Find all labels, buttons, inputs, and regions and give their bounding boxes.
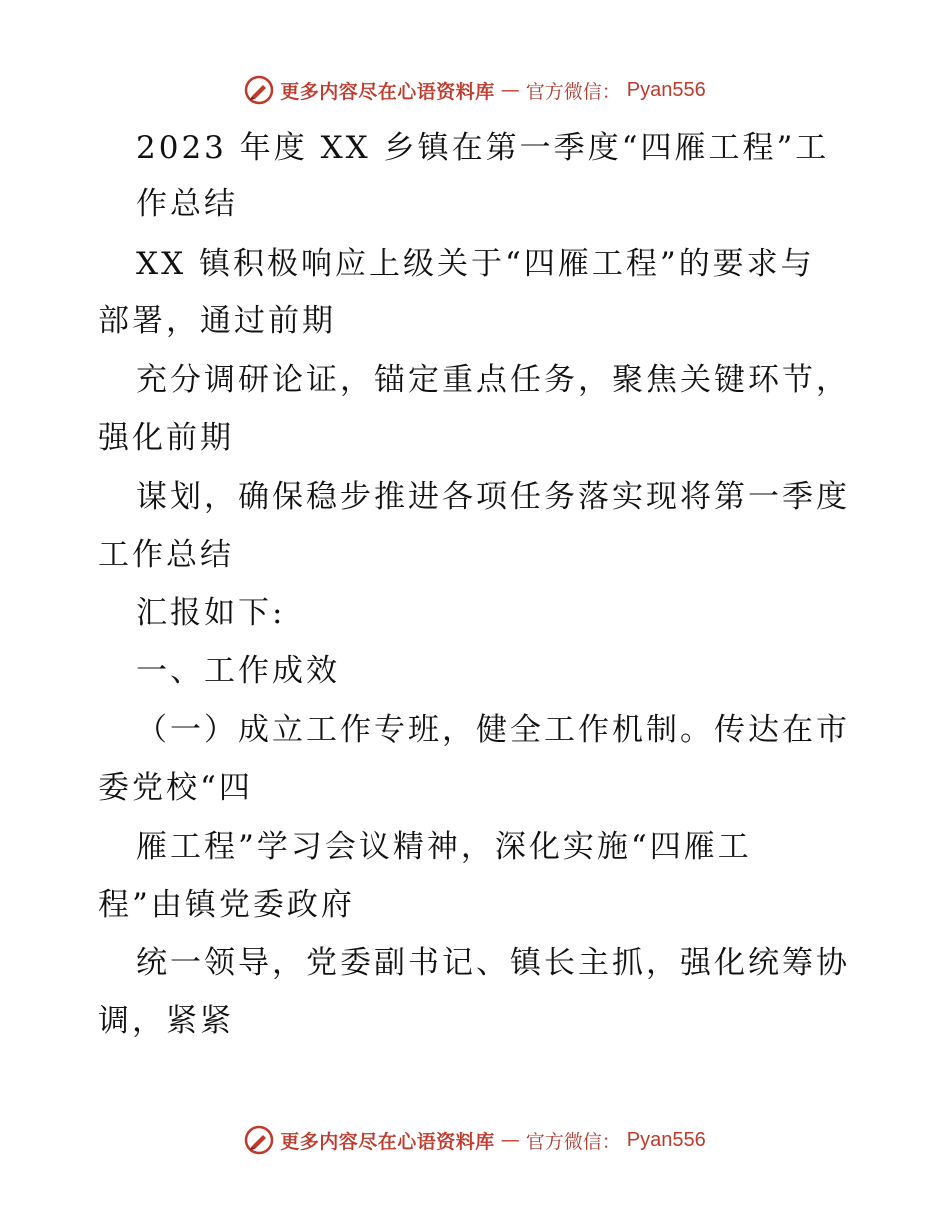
doc-line: 工作总结 bbox=[98, 537, 234, 573]
banner-dash: — bbox=[500, 79, 520, 101]
banner-text: 更多内容尽在心语资料库 bbox=[280, 80, 495, 103]
doc-line: 充分调研论证，锚定重点任务，聚焦关键环节， bbox=[136, 362, 850, 398]
banner-text: 更多内容尽在心语资料库 bbox=[280, 1130, 495, 1153]
doc-line: XX 镇积极响应上级关于“四雁工程”的要求与 bbox=[136, 246, 815, 282]
pen-logo-icon bbox=[244, 75, 274, 105]
doc-line: 统一领导，党委副书记、镇长主抓，强化统筹协 bbox=[136, 945, 850, 981]
doc-line: 2023 年度 XX 乡镇在第一季度“四雁工程”工 bbox=[136, 130, 830, 166]
doc-line: 谋划，确保稳步推进各项任务落实现将第一季度 bbox=[136, 479, 850, 515]
pen-logo-icon bbox=[244, 1125, 274, 1155]
footer-banner bbox=[0, 1120, 950, 1160]
wechat-id: Pyan556 bbox=[626, 1128, 706, 1151]
doc-line: 程”由镇党委政府 bbox=[98, 887, 355, 923]
wechat-label: 官方微信： bbox=[525, 80, 621, 103]
doc-line: 调，紧紧 bbox=[98, 1003, 234, 1039]
banner-dash: — bbox=[500, 1129, 520, 1151]
section-heading: 一、工作成效 bbox=[136, 653, 340, 689]
wechat-id: Pyan556 bbox=[626, 78, 706, 101]
header-banner bbox=[0, 70, 950, 110]
doc-line: 强化前期 bbox=[98, 420, 234, 456]
doc-line: 部署，通过前期 bbox=[98, 303, 336, 339]
wechat-label: 官方微信： bbox=[525, 1130, 621, 1153]
doc-line: 作总结 bbox=[136, 186, 238, 222]
doc-line: （一）成立工作专班，健全工作机制。传达在市 bbox=[136, 712, 850, 748]
doc-line: 雁工程”学习会议精神，深化实施“四雁工 bbox=[136, 829, 752, 865]
doc-line: 汇报如下: bbox=[136, 595, 286, 631]
doc-line: 委党校“四 bbox=[98, 770, 253, 806]
